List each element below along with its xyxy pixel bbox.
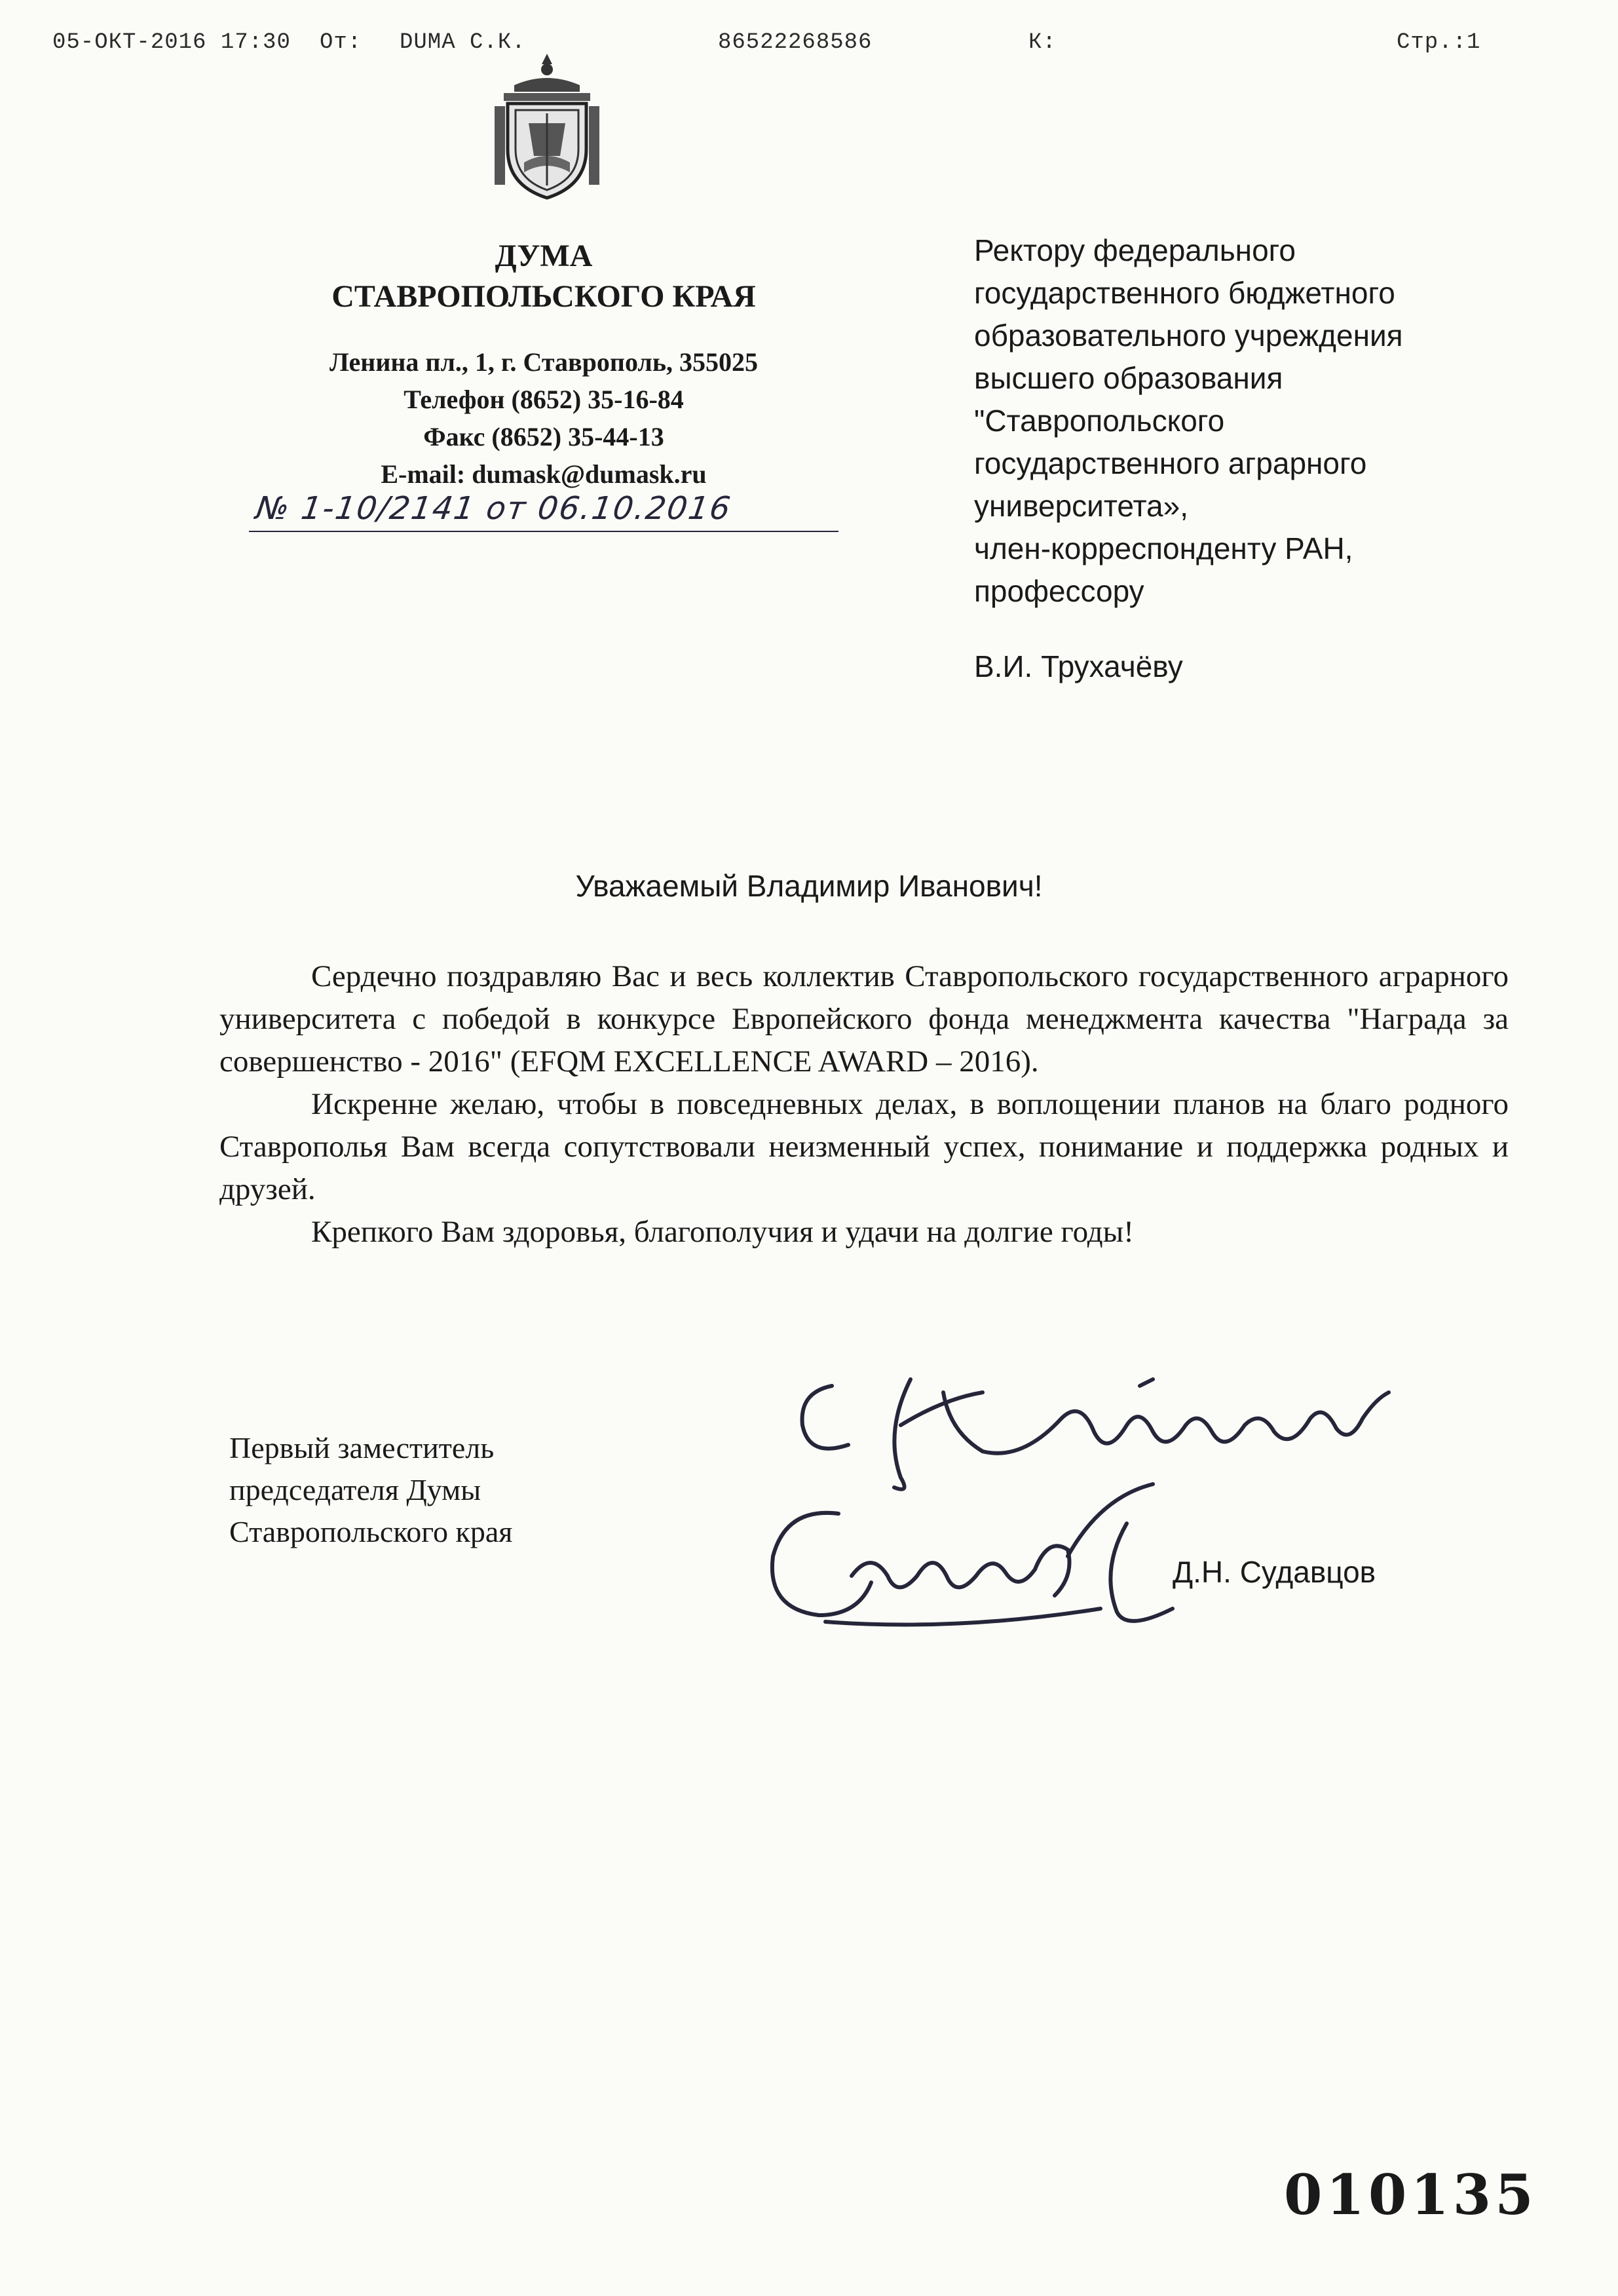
org-name-line1: ДУМА bbox=[495, 239, 593, 273]
addressee-line: "Ставропольского bbox=[974, 404, 1225, 438]
signatory-position bbox=[229, 1427, 688, 1553]
fax-page: Стр.:1 bbox=[1397, 30, 1481, 55]
addressee-line: высшего образования bbox=[974, 361, 1283, 395]
position-line-2: председателя Думы bbox=[229, 1473, 481, 1506]
registration-number: 010135 bbox=[1284, 2162, 1537, 2227]
handwritten-signature-icon bbox=[760, 1478, 1179, 1648]
addressee-line: образовательного учреждения bbox=[974, 318, 1403, 353]
coat-of-arms-icon bbox=[488, 51, 606, 202]
letterhead bbox=[216, 236, 871, 493]
addressee-line: государственного аграрного bbox=[974, 446, 1367, 480]
position-line-3: Ставропольского края bbox=[229, 1515, 513, 1548]
addressee-line: университета», bbox=[974, 489, 1188, 523]
addressee-line: профессору bbox=[974, 574, 1144, 608]
fax-to-label: К: bbox=[1028, 30, 1057, 55]
org-name-line2: СТАВРОПОЛЬСКОГО КРАЯ bbox=[331, 279, 756, 314]
fax-from-label: От: bbox=[320, 30, 362, 55]
handwritten-regards-icon bbox=[786, 1347, 1441, 1497]
fax-datetime: 05-ОКТ-2016 17:30 bbox=[52, 30, 291, 55]
org-fax: Факс (8652) 35-44-13 bbox=[423, 422, 664, 451]
letter-body bbox=[219, 955, 1509, 1253]
addressee-name: В.И. Трухачёву bbox=[974, 649, 1183, 683]
outgoing-number-underline bbox=[249, 531, 838, 532]
signatory-name: Д.Н. Судавцов bbox=[1173, 1555, 1376, 1589]
body-paragraph-1: Сердечно поздравляю Вас и весь коллектив Ставропольского государственного аграрного университета с победой в конкурсе Европейского фонда менеджмента качества "Награда за совершенство - 2016" (EFQM EXCELLENCE AWARD – 2016). bbox=[219, 959, 1509, 1079]
fax-from-value: DUMA С.К. bbox=[400, 30, 526, 55]
addressee-line: член-корреспонденту РАН, bbox=[974, 531, 1353, 565]
fax-phone: 86522268586 bbox=[718, 30, 873, 55]
addressee-line: государственного бюджетного bbox=[974, 276, 1395, 310]
addressee-block bbox=[974, 229, 1564, 688]
body-paragraph-2: Искренне желаю, чтобы в повседневных делах, в воплощении планов на благо родного Ставрополья Вам всегда сопутствовали неизменный успех, понимание и поддержка родных и друзей. bbox=[219, 1087, 1509, 1206]
org-address: Ленина пл., 1, г. Ставрополь, 355025 bbox=[329, 347, 759, 377]
org-email: E-mail: dumask@dumask.ru bbox=[381, 459, 707, 489]
body-paragraph-3: Крепкого Вам здоровья, благополучия и удачи на долгие годы! bbox=[311, 1215, 1134, 1249]
position-line-1: Первый заместитель bbox=[229, 1431, 495, 1464]
salutation: Уважаемый Владимир Иванович! bbox=[575, 869, 1043, 903]
outgoing-number: № 1-10/2141 от 06.10.2016 bbox=[254, 490, 734, 527]
org-phone: Телефон (8652) 35-16-84 bbox=[404, 385, 684, 414]
addressee-line: Ректору федерального bbox=[974, 233, 1296, 267]
fax-header bbox=[52, 30, 1572, 63]
